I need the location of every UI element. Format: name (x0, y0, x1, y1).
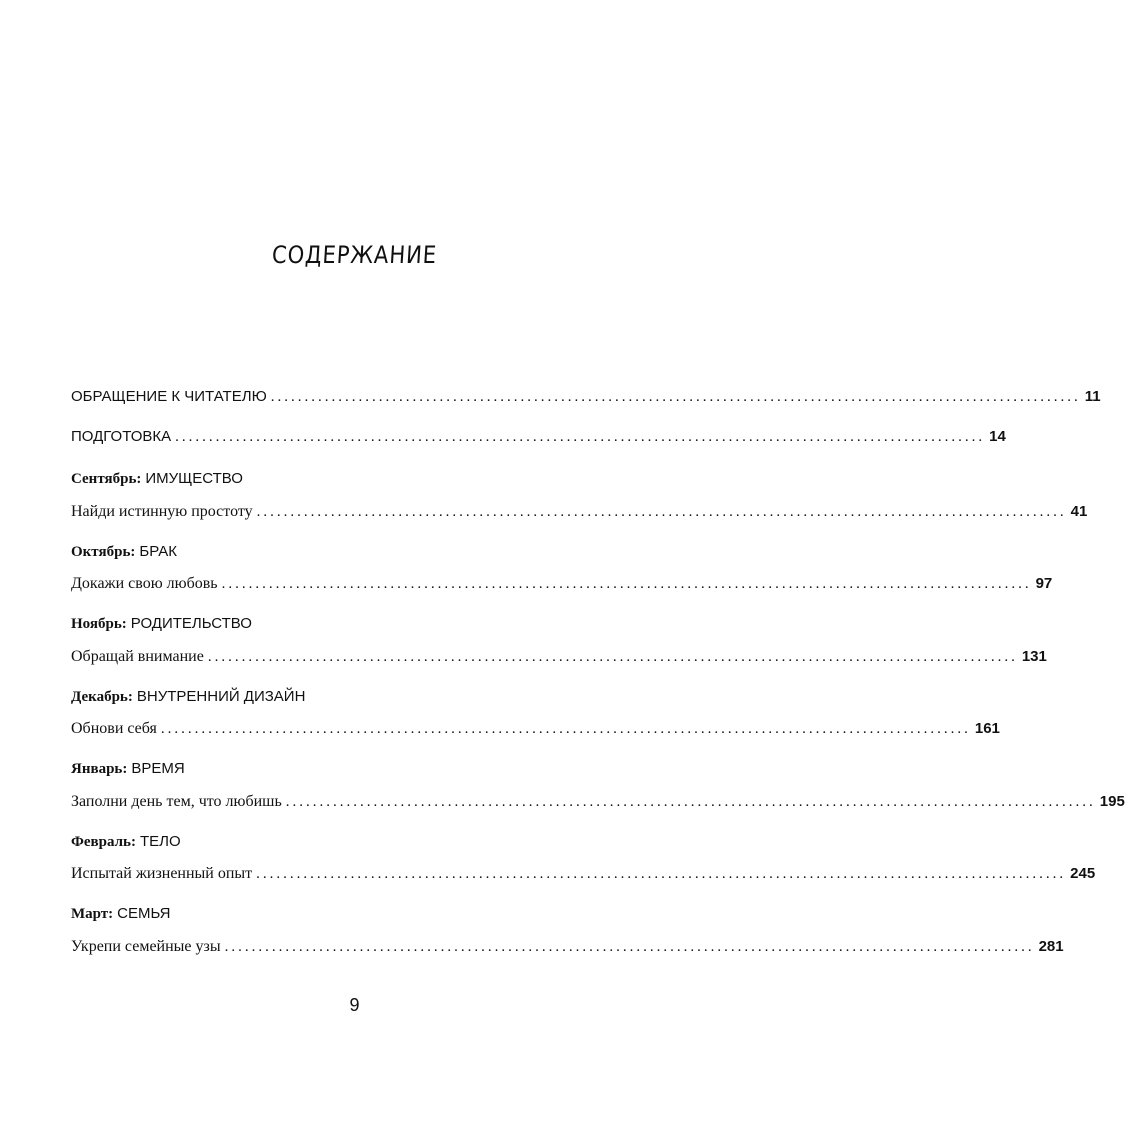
toc-entry-page: 97 (1035, 575, 1053, 592)
dot-leader: ........................................................................................................................ (221, 576, 1032, 592)
toc-entry-title: Испытай жизненный опыт (71, 865, 253, 882)
toc-entry-title: Укрепи семейные узы (71, 938, 221, 955)
toc-entry[interactable] (71, 648, 1047, 670)
section-month: Февраль: (71, 834, 136, 850)
section-theme: СЕМЬЯ (117, 905, 171, 922)
section-theme: ТЕЛО (139, 833, 181, 850)
toc-entry-title: Докажи свою любовь (71, 575, 218, 592)
toc-entry-page: 11 (1084, 388, 1101, 405)
section-theme: ВНУТРЕННИЙ ДИЗАЙН (136, 688, 306, 705)
toc-entry-page: 14 (989, 428, 1006, 445)
toc-entry-title: Обнови себя (71, 720, 157, 737)
toc-entry-preparation[interactable] (71, 428, 1006, 450)
dot-leader: ........................................................................................................................ (285, 794, 1096, 810)
section-month: Ноябрь: (71, 616, 127, 632)
toc-entry-title: Заполни день тем, что любишь (71, 793, 282, 810)
toc-section-heading (71, 543, 177, 565)
page-number: 9 (349, 995, 360, 1015)
toc-entry-title: ОБРАЩЕНИЕ К ЧИТАТЕЛЮ (71, 388, 267, 405)
toc-section-heading (71, 615, 252, 637)
toc-section-heading (71, 833, 181, 855)
toc-entry[interactable] (71, 938, 1064, 960)
toc-entry[interactable] (71, 865, 1096, 887)
toc-entry-page: 245 (1070, 865, 1096, 882)
toc-entry-page: 41 (1070, 503, 1088, 520)
toc-section-heading (71, 760, 185, 782)
dot-leader: ........................................................................................................................ (270, 389, 1081, 405)
toc-entry[interactable] (71, 720, 1000, 742)
toc-section-heading (71, 688, 305, 710)
section-month: Октябрь: (71, 544, 136, 560)
section-month: Март: (71, 906, 114, 922)
toc-entry-page: 161 (974, 720, 1000, 737)
toc-entry-title: Обращай внимание (71, 648, 204, 665)
dot-leader: ........................................................................................................................ (160, 721, 971, 737)
toc-entry-title: Найди истинную простоту (71, 503, 253, 520)
toc-entry-page: 131 (1021, 648, 1047, 665)
section-theme: БРАК (139, 543, 177, 560)
toc-entry-reader-address[interactable] (71, 388, 1101, 410)
page-title: СОДЕРЖАНИЕ (271, 241, 438, 269)
section-month: Январь: (71, 761, 128, 777)
dot-leader: ........................................................................................................................ (224, 939, 1035, 955)
section-theme: РОДИТЕЛЬСТВО (130, 615, 252, 632)
toc-entry[interactable] (71, 575, 1053, 597)
toc-entry[interactable] (71, 503, 1088, 525)
toc-section-heading (71, 905, 171, 927)
section-theme: ИМУЩЕСТВО (145, 470, 243, 487)
section-month: Сентябрь: (71, 471, 142, 487)
dot-leader: ........................................................................................................................ (207, 649, 1018, 665)
dot-leader: ........................................................................................................................ (175, 429, 986, 445)
toc-entry-title: ПОДГОТОВКА (71, 428, 172, 445)
dot-leader: ........................................................................................................................ (256, 504, 1067, 520)
toc-entry[interactable] (71, 793, 1125, 815)
toc-section-heading (71, 470, 243, 492)
toc-entry-page: 195 (1099, 793, 1125, 810)
dot-leader: ........................................................................................................................ (256, 866, 1067, 882)
toc-entry-page: 281 (1038, 938, 1064, 955)
section-theme: ВРЕМЯ (131, 760, 185, 777)
section-month: Декабрь: (71, 689, 133, 705)
